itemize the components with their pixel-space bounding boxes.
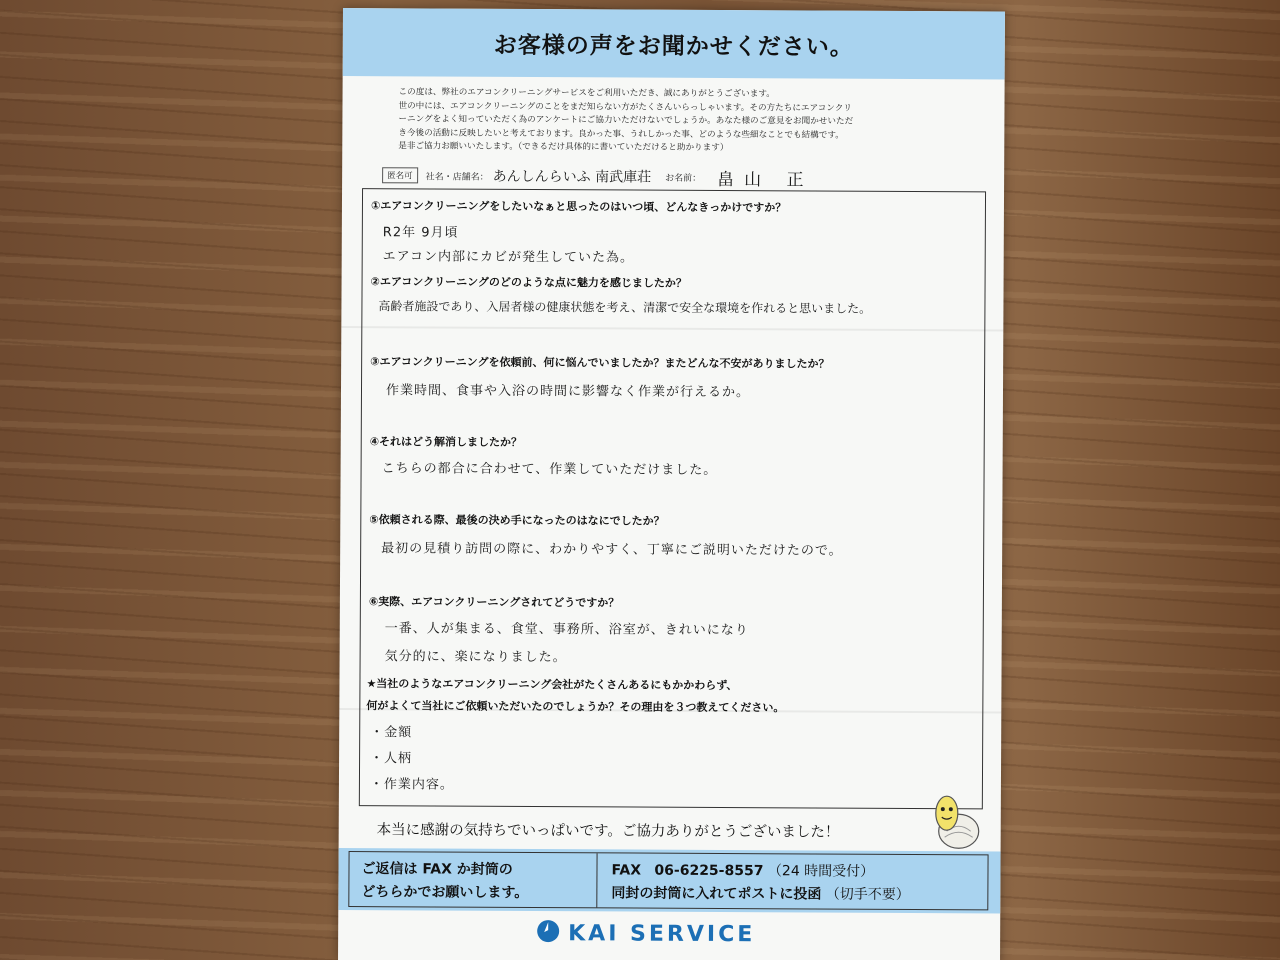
footer-band xyxy=(338,848,1000,913)
reason-3: ・作業内容。 xyxy=(369,777,454,793)
answer-5: 最初の見積り訪問の際に、わかりやすく、丁寧にご説明いただけたので。 xyxy=(381,541,843,559)
envelope-line xyxy=(611,882,910,907)
name-line xyxy=(382,162,962,191)
answer-6b: 気分的に、楽になりました。 xyxy=(384,649,567,666)
anonymous-tag: 匿名可 xyxy=(382,167,418,183)
questions-box xyxy=(359,188,986,809)
mascot-icon xyxy=(929,791,981,851)
answer-6a: 一番、人が集まる、食堂、事務所、浴室が、きれいになり xyxy=(384,621,749,639)
question-5: ⑤依頼される際、最後の決め手になったのはなにでしたか？ xyxy=(369,513,665,528)
fax-label: FAX xyxy=(611,862,642,879)
answer-4: こちらの都合に合わせて、作業していただけました。 xyxy=(381,461,718,478)
name-label: お名前： xyxy=(665,173,702,184)
answer-1a: R2年 9月頃 xyxy=(382,225,459,241)
reasons-label-1: ★当社のようなエアコンクリーニング会社がたくさんあるにもかかわらず、 xyxy=(366,677,738,693)
question-1: ①エアコンクリーニングをしたいなぁと思ったのはいつ頃、どんなきっかけですか？ xyxy=(370,199,787,215)
answer-3: 作業時間、食事や入浴の時間に影響なく作業が行えるか。 xyxy=(385,383,751,401)
page-title: お客様の声をお聞かせください。 xyxy=(493,32,854,61)
intro-text xyxy=(398,86,958,157)
name-value: 畠山 正 xyxy=(717,169,814,190)
reasons-label-2: 何がよくて当社にご依頼いただいたのでしょうか？その理由を３つ教えてください。 xyxy=(366,699,785,715)
question-6: ⑥実際、エアコンクリーニングされてどうですか？ xyxy=(368,595,620,610)
header-band xyxy=(343,8,1005,79)
survey-sheet xyxy=(338,8,1005,960)
return-instructions xyxy=(349,852,597,907)
fax-number: 06-6225-8557 xyxy=(654,862,764,880)
answer-1b: エアコン内部にカビが発生していた為。 xyxy=(382,249,635,266)
intro-line: ーニングをよく知っていただく為のアンケートにご協力いただけないでしょうか。あなた様のご意見をお聞かせいただ xyxy=(398,114,854,127)
return-info-box xyxy=(348,851,988,910)
company-logo xyxy=(536,919,755,948)
thanks-message: 本当に感謝の気持ちでいっぱいです。ご協力ありがとうございました！ xyxy=(376,822,840,841)
return-line-1: ご返信は FAX か封筒の xyxy=(361,861,513,878)
return-line-2: どちらかでお願いします。 xyxy=(361,884,529,901)
intro-line: き今後の活動に反映したいと考えております。良かった事、うれしかった事、どのような些細なことでも結構です。 xyxy=(398,128,844,141)
envelope-note: （切手不要） xyxy=(825,886,910,903)
question-2: ②エアコンクリーニングのどのような点に魅力を感じましたか？ xyxy=(370,275,687,290)
reason-2: ・人柄 xyxy=(370,751,413,767)
logo-text: KAI SERVICE xyxy=(568,920,756,947)
intro-line: 世の中には、エアコンクリーニングのことをまだ知らない方がたくさんいらっしゃいます。その方たちにエアコンクリ xyxy=(398,100,852,114)
reason-1: ・金額 xyxy=(370,725,413,741)
company-label: 社名・店舗名： xyxy=(425,171,489,183)
question-4: ④それはどう解消しましたか？ xyxy=(369,435,523,449)
fax-line xyxy=(611,859,910,884)
question-3: ③エアコンクリーニングを依頼前、何に悩んでいましたか？またどんな不安がありましたか？ xyxy=(370,355,830,371)
intro-line: 是非ご協力お願いいたします。（できるだけ具体的に書いていただけると助かります） xyxy=(398,141,729,154)
intro-line: この度は、弊社のエアコンクリーニングサービスをご利用いただき、誠にありがとうございます。 xyxy=(398,87,775,100)
answer-2: 高齢者施設であり、入居者様の健康状態を考え、清潔で安全な環境を作れると思いました。 xyxy=(378,299,872,316)
envelope-text: 同封の封筒に入れてポストに投函 xyxy=(611,885,822,903)
logo-mark-icon xyxy=(536,919,560,947)
fax-hours: （24 時間受付） xyxy=(767,863,875,880)
company-value: あんしんらいふ 南武庫荘 xyxy=(492,168,652,186)
return-methods xyxy=(597,853,910,909)
